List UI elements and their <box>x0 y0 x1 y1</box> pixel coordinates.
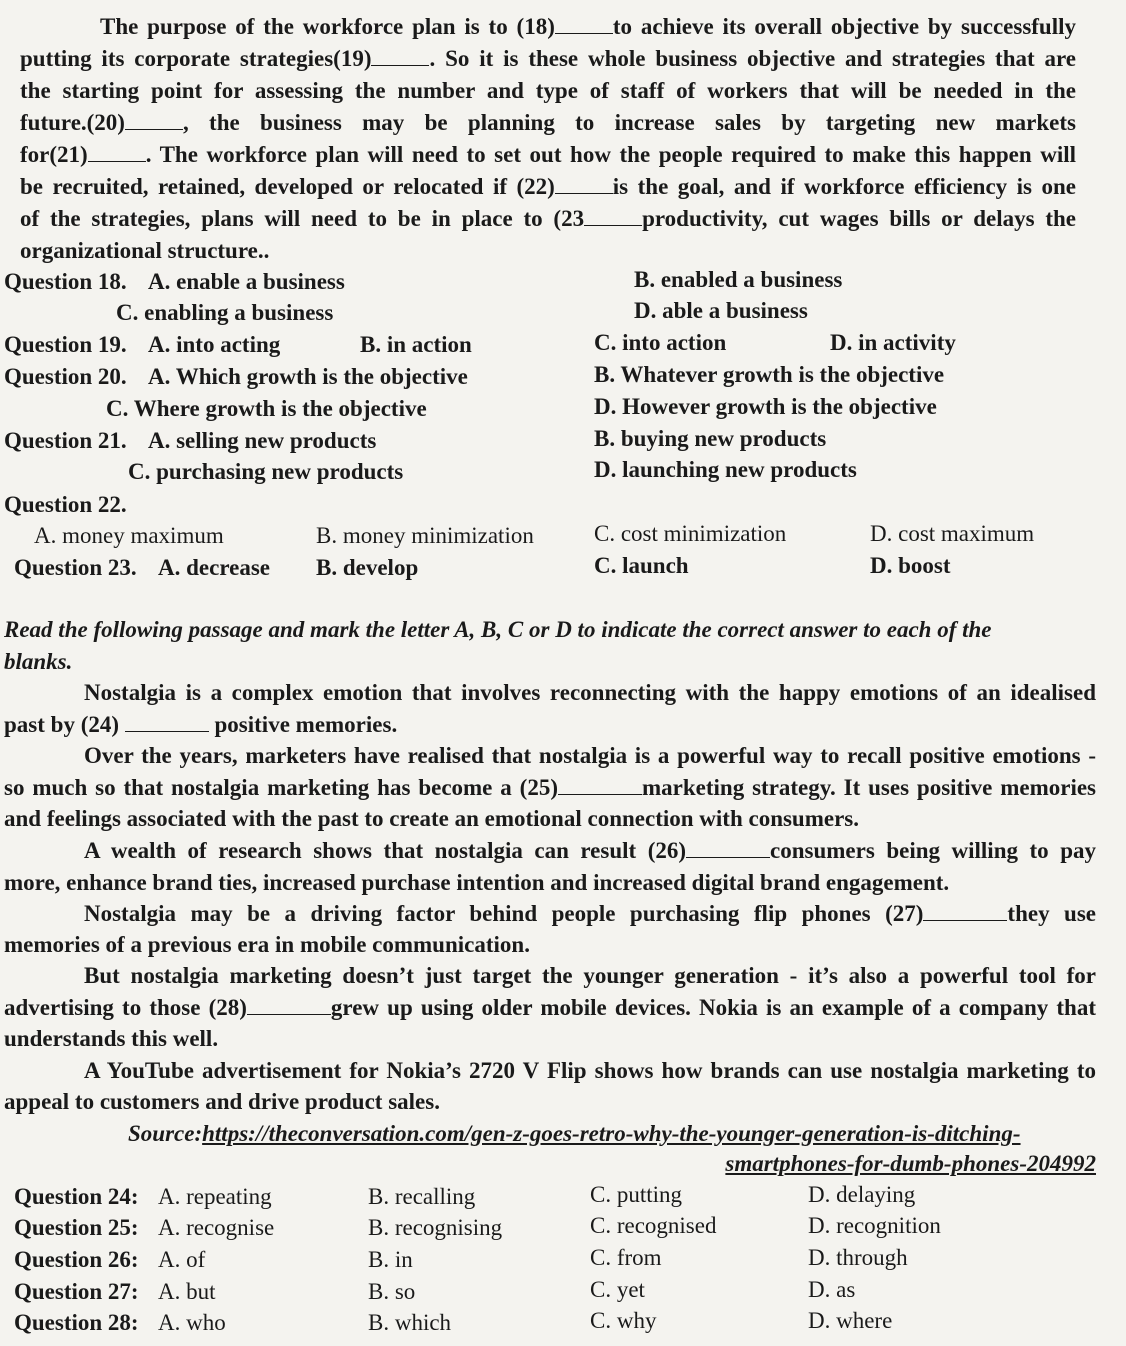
passage-line: memories of a previous era in mobile communication. <box>4 932 530 957</box>
answer-blank-18 <box>555 15 613 34</box>
text: for(21) <box>20 142 88 167</box>
option-d[interactable]: D. where <box>808 1308 893 1333</box>
option-c[interactable]: C. from <box>590 1245 662 1270</box>
passage-line <box>0 899 1126 929</box>
option-b[interactable]: B. Whatever growth is the objective <box>594 362 945 387</box>
answer-blank-24 <box>125 713 209 732</box>
passage-line <box>0 204 1126 234</box>
question-label: Question 21. <box>4 428 127 453</box>
answer-blank-26 <box>686 839 770 858</box>
option-b[interactable]: B. money minimization <box>316 523 534 548</box>
source-line <box>0 1149 1096 1179</box>
option-a[interactable]: A. decrease <box>158 555 270 580</box>
text: productivity, cut wages bills or delays the <box>642 206 1076 231</box>
text: they use <box>1007 901 1096 926</box>
passage-line <box>0 12 1126 42</box>
passage-line: more, enhance brand ties, increased purchase intention and increased digital brand engagement. <box>4 870 950 895</box>
option-a[interactable]: A. who <box>158 1310 226 1335</box>
option-a[interactable]: A. enable a business <box>148 269 345 294</box>
text: to achieve its overall objective by successfully <box>612 14 1077 39</box>
text: A wealth of research shows that nostalgia can result (26) <box>84 838 687 863</box>
text: . The workforce plan will need to set out how the people required to make this happen will <box>145 142 1076 167</box>
answer-blank-19 <box>371 47 429 66</box>
option-b[interactable]: B. develop <box>316 555 419 580</box>
text: putting its corporate strategies(19) <box>20 46 372 71</box>
passage-line: A YouTube advertisement for Nokia’s 2720 V Flip shows how brands can use nostalgia marketing to <box>84 1058 1096 1083</box>
passage-line: Over the years, marketers have realised that nostalgia is a powerful way to recall positive emotions - <box>84 743 1096 768</box>
option-d[interactable]: D. as <box>808 1277 856 1302</box>
option-b[interactable]: B. enabled a business <box>634 267 843 292</box>
passage-line: the starting point for assessing the number and type of staff of workers that will be needed in the <box>20 78 1076 103</box>
passage-line <box>0 44 1126 74</box>
text: . So it is these whole business objective and strategies that are <box>429 46 1076 71</box>
passage-line: and feelings associated with the past to create an emotional connection with consumers. <box>4 806 859 831</box>
passage-line <box>4 710 1126 740</box>
option-d[interactable]: D. launching new products <box>594 457 857 482</box>
text: is the goal, and if workforce efficiency is one <box>612 174 1076 199</box>
answer-blank-22 <box>555 175 613 194</box>
question-label: Question 25: <box>14 1215 139 1240</box>
option-c[interactable]: C. why <box>590 1308 657 1333</box>
answer-blank-27 <box>923 902 1007 921</box>
text: grew up using older mobile devices. Nokia is an example of a company that <box>330 995 1096 1020</box>
option-b[interactable]: B. so <box>368 1279 416 1304</box>
option-b[interactable]: B. in action <box>360 332 472 357</box>
instruction-line: Read the following passage and mark the letter A, B, C or D to indicate the correct answer to each of the <box>4 617 992 642</box>
passage-line <box>0 108 1126 138</box>
passage-line <box>0 172 1126 202</box>
passage-line: Nostalgia is a complex emotion that involves reconnecting with the happy emotions of an idealised <box>84 680 1096 705</box>
question-label: Question 28: <box>14 1310 139 1335</box>
text: advertising to those (28) <box>4 995 247 1020</box>
text: future.(20) <box>20 110 125 135</box>
source-link[interactable]: smartphones-for-dumb-phones-204992 <box>725 1151 1096 1176</box>
option-b[interactable]: B. which <box>368 1310 452 1335</box>
instruction-line: blanks. <box>4 649 73 674</box>
option-c[interactable]: C. recognised <box>590 1213 717 1238</box>
question-label: Question 22. <box>4 492 127 517</box>
text: past by (24) <box>4 712 120 737</box>
passage-line: appeal to customers and drive product sales. <box>4 1089 440 1114</box>
option-a[interactable]: A. of <box>158 1247 206 1272</box>
option-b[interactable]: B. buying new products <box>594 426 827 451</box>
text: consumers being willing to pay <box>770 838 1096 863</box>
question-label: Question 27: <box>14 1279 139 1304</box>
option-c[interactable]: C. into action <box>594 330 727 355</box>
option-a[interactable]: A. recognise <box>158 1215 275 1240</box>
text: positive memories. <box>214 712 398 737</box>
option-d[interactable]: D. cost maximum <box>870 521 1035 546</box>
option-a[interactable]: A. money maximum <box>34 523 224 548</box>
option-a[interactable]: A. repeating <box>158 1184 272 1209</box>
option-d[interactable]: D. delaying <box>808 1182 916 1207</box>
text: marketing strategy. It uses positive memories <box>641 775 1096 800</box>
passage-line <box>0 773 1126 803</box>
answer-blank-25 <box>558 776 642 795</box>
option-c[interactable]: C. cost minimization <box>594 521 787 546</box>
answer-blank-20 <box>125 111 183 130</box>
option-b[interactable]: B. in <box>368 1247 413 1272</box>
option-a[interactable]: A. but <box>158 1279 216 1304</box>
answer-blank-21 <box>88 143 146 162</box>
text: The purpose of the workforce plan is to (18) <box>100 14 555 39</box>
option-d[interactable]: D. recognition <box>808 1213 941 1238</box>
passage-line: organizational structure.. <box>20 238 270 263</box>
option-c[interactable]: C. yet <box>590 1277 645 1302</box>
source-label: Source: <box>128 1121 203 1146</box>
option-b[interactable]: B. recalling <box>368 1184 476 1209</box>
answer-blank-23 <box>584 207 642 226</box>
question-label: Question 19. <box>4 332 127 357</box>
option-c[interactable]: C. purchasing new products <box>128 459 404 484</box>
option-a[interactable]: A. into acting <box>148 332 281 357</box>
passage-line <box>0 140 1126 170</box>
option-d[interactable]: D. However growth is the objective <box>594 394 937 419</box>
option-d[interactable]: D. through <box>808 1245 908 1270</box>
option-a[interactable]: A. Which growth is the objective <box>148 364 468 389</box>
passage-line <box>0 993 1126 1023</box>
option-b[interactable]: B. recognising <box>368 1215 503 1240</box>
source-link[interactable]: https://theconversation.com/gen-z-goes-retro-why-the-younger-generation-is-ditching- <box>202 1121 1021 1146</box>
text: be recruited, retained, developed or relocated if (22) <box>20 174 555 199</box>
option-c[interactable]: C. enabling a business <box>116 300 334 325</box>
option-d[interactable]: D. boost <box>870 553 951 578</box>
question-label: Question 18. <box>4 269 127 294</box>
option-a[interactable]: A. selling new products <box>148 428 377 453</box>
option-c[interactable]: C. Where growth is the objective <box>106 396 427 421</box>
option-d[interactable]: D. in activity <box>830 330 956 355</box>
question-label: Question 26: <box>14 1247 139 1272</box>
source-line <box>0 1119 1126 1149</box>
question-label: Question 23. <box>14 555 137 580</box>
answer-blank-28 <box>247 996 331 1015</box>
option-c[interactable]: C. putting <box>590 1182 683 1207</box>
question-label: Question 24: <box>14 1184 139 1209</box>
passage-line: But nostalgia marketing doesn’t just target the younger generation - it’s also a powerful tool for <box>84 963 1096 988</box>
text: of the strategies, plans will need to be in place to (23 <box>20 206 585 231</box>
option-d[interactable]: D. able a business <box>634 298 808 323</box>
passage-line: understands this well. <box>4 1026 219 1051</box>
question-label: Question 20. <box>4 364 127 389</box>
option-c[interactable]: C. launch <box>594 553 689 578</box>
text: Nostalgia may be a driving factor behind people purchasing flip phones (27) <box>84 901 924 926</box>
text: , the business may be planning to increase sales by targeting new markets <box>182 110 1076 135</box>
text: so much so that nostalgia marketing has become a (25) <box>4 775 558 800</box>
passage-line <box>0 836 1126 866</box>
